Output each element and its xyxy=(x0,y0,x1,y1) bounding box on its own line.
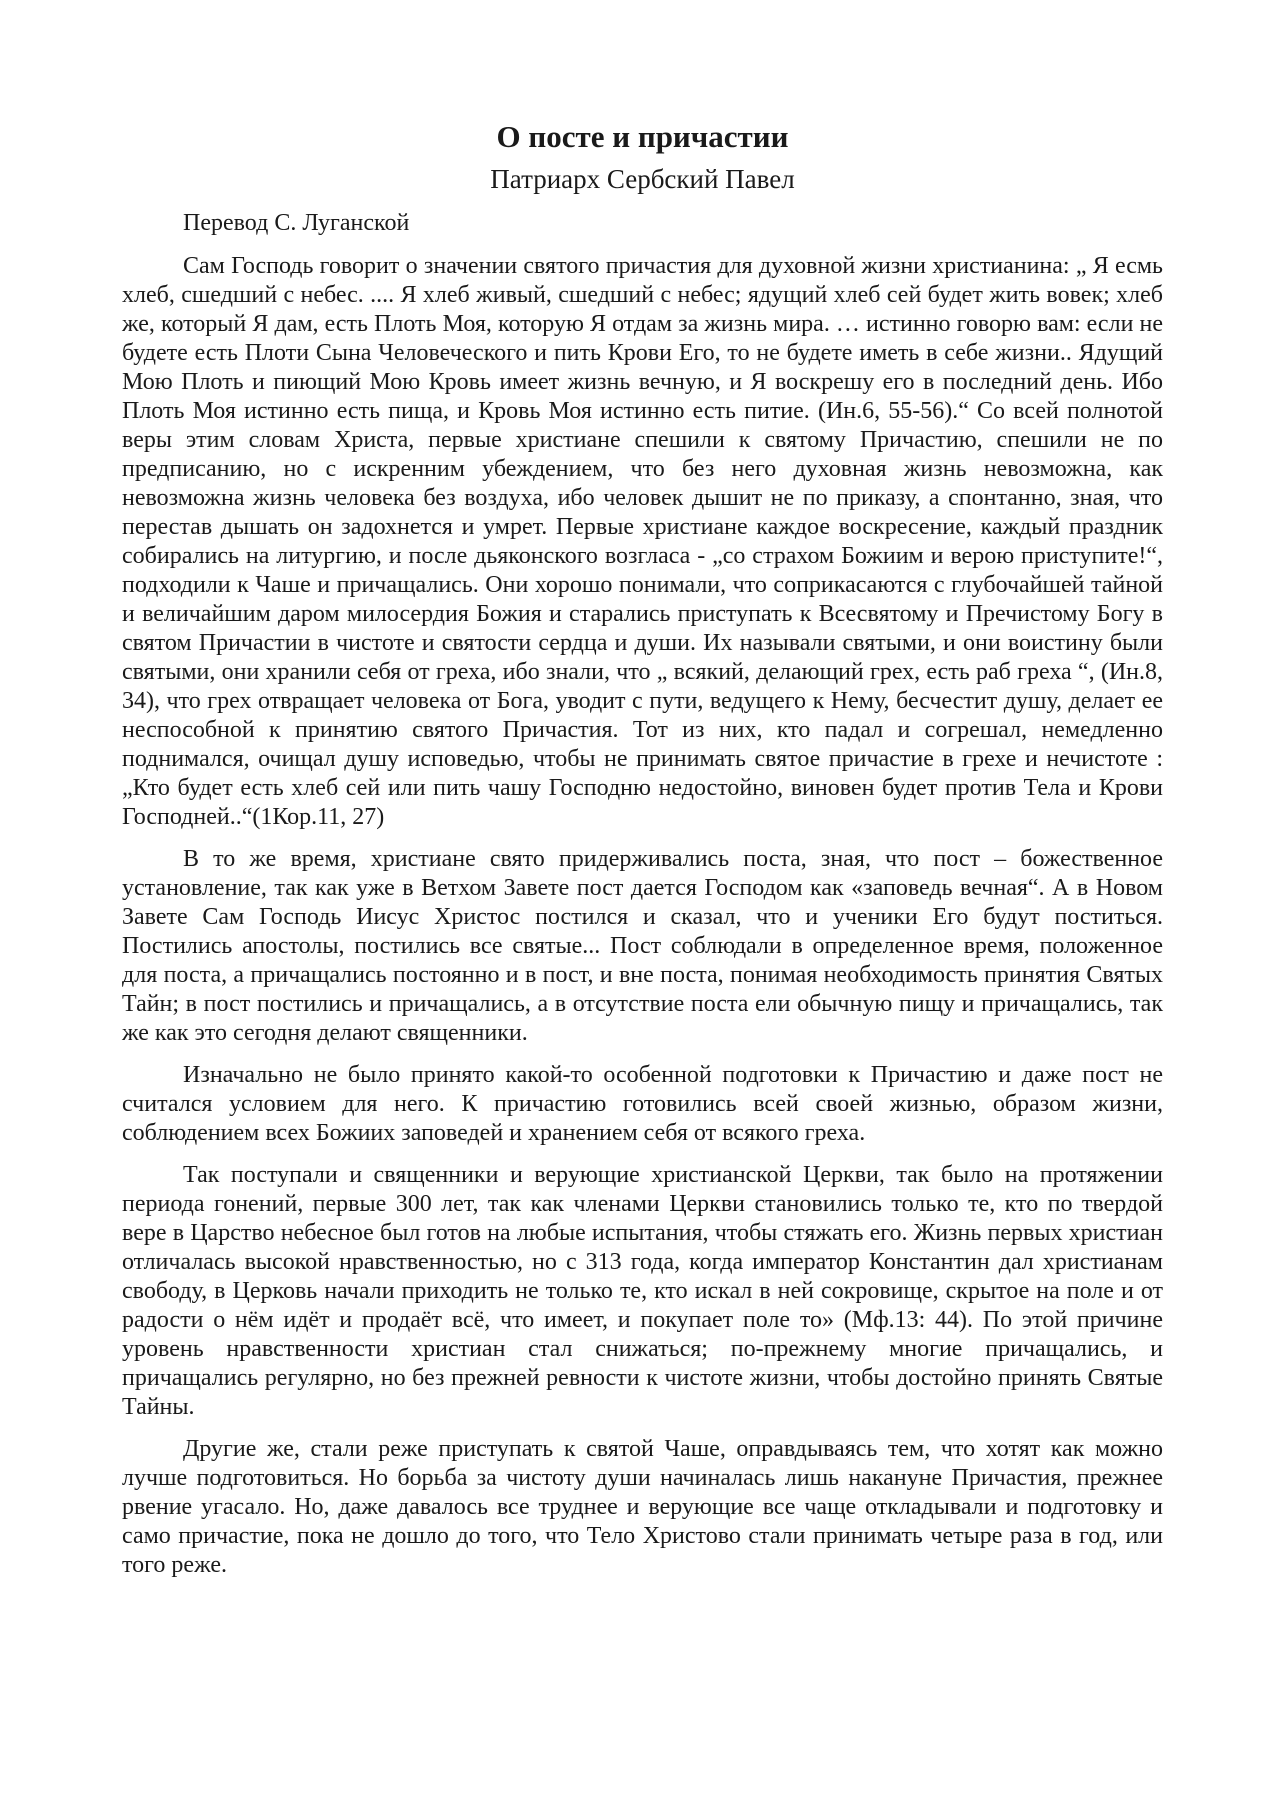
document-translator: Перевод С. Луганской xyxy=(183,210,410,236)
document-author: Патриарх Сербский Павел xyxy=(490,164,795,194)
paragraph: Сам Господь говорит о значении святого причастия для духовной жизни христианина: „ Я есмь хлеб, сшедший с небес. .... Я хлеб живый, сшедший с небес; ядущий хлеб сей будет жить вовек; хлеб же, который Я дам, есть Плоть Моя, которую Я отдам за жизнь мира. … истинно говорю вам: если не будете есть Плоти Сына Человеческого и пить Крови Его, то не будете иметь в себе жизни.. Ядущий Мою Плоть и пиющий Мою Кровь имеет жизнь вечную, и Я воскрешу его в последний день. Ибо Плоть Моя истинно есть пища, и Кровь Моя истинно есть питие. (Ин.6, 55-56).“ Со всей полнотой веры этим словам Христа, первые христиане спешили к святому Причастию, спешили не по предписанию, но с искренним убеждением, что без него духовная жизнь невозможна, как невозможна жизнь человека без воздуха, ибо человек дышит не по приказу, а спонтанно, зная, что перестав дышать он задохнется и умрет. Первые христиане каждое воскресение, каждый праздник собирались на литургию, и после дьяконского возгласа - „со страхом Божиим и верою приступите!“, подходили к Чаше и причащались. Они хорошо понимали, что соприкасаются с глубочайшей тайной и величайшим даром милосердия Божия и старались приступать к Всесвятому и Пречистому Богу в святом Причастии в чистоте и святости сердца и души. Их называли святыми, и они воистину были святыми, они хранили себя от греха, ибо знали, что „ всякий, делающий грех, есть раб греха “, (Ин.8, 34), что грех отвращает человека от Бога, уводит с пути, ведущего к Нему, бесчестит душу, делает ее неспособной к принятию святого Причастия. Тот из них, кто падал и согрешал, немедленно поднимался, очищал душу исповедью, чтобы не принимать святое причастие в грехе и нечистоте : „Кто будет есть хлеб сей или пить чашу Господню недостойно, виновен будет против Тела и Крови Господней..“(1Кор.11, 27) xyxy=(122,253,1163,830)
paragraph: В то же время, христиане свято придерживались поста, зная, что пост – божественное установление, так как уже в Ветхом Завете пост дается Господом как «заповедь вечная“. А в Новом Завете Сам Господь Иисус Христос постился и сказал, что и ученики Его будут поститься. Постились апостолы, постились все святые... Пост соблюдали в определенное время, положенное для поста, а причащались постоянно и в пост, и вне поста, понимая необходимость принятия Святых Тайн; в пост постились и причащались, а в отсутствие поста ели обычную пищу и причащались, так же как это сегодня делают священники. xyxy=(122,846,1163,1046)
paragraph: Так поступали и священники и верующие христианской Церкви, так было на протяжении периода гонений, первые 300 лет, так как членами Церкви становились только те, кто по твердой вере в Царство небесное был готов на любые испытания, чтобы стяжать его. Жизнь первых христиан отличалась высокой нравственностью, но с 313 года, когда император Константин дал христианам свободу, в Церковь начали приходить не только те, кто искал в ней сокровище, скрытое на поле и от радости о нём идёт и продаёт всё, что имеет, и покупает поле то» (Мф.13: 44). По этой причине уровень нравственности христиан стал снижаться; по-прежнему многие причащались, и причащались регулярно, но без прежней ревности к чистоте жизни, чтобы достойно принять Святые Тайны. xyxy=(122,1162,1163,1420)
document-body xyxy=(122,118,1163,1593)
paragraph: Изначально не было принято какой-то особенной подготовки к Причастию и даже пост не считался условием для него. К причастию готовились всей своей жизнью, образом жизни, соблюдением всех Божиих заповедей и хранением себя от всякого греха. xyxy=(122,1062,1163,1146)
paragraph: Другие же, стали реже приступать к святой Чаше, оправдываясь тем, что хотят как можно лучше подготовиться. Но борьба за чистоту души начиналась лишь накануне Причастия, прежнее рвение угасало. Но, даже давалось все труднее и верующие все чаще откладывали и подготовку и само причастие, пока не дошло до того, что Тело Христово стали принимать четыре раза в год, или того реже. xyxy=(122,1436,1163,1578)
document-title: О посте и причастии xyxy=(496,119,789,154)
